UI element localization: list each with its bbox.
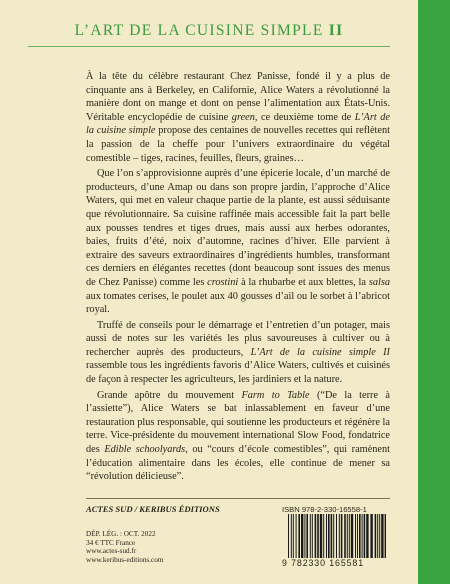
barcode-bar — [359, 514, 361, 558]
barcode-bar — [366, 514, 368, 558]
barcode-bar — [312, 514, 313, 558]
barcode-bar — [291, 514, 292, 558]
barcode-bar — [344, 514, 346, 558]
publisher: ACTES SUD / KERIBUS ÉDITIONS — [86, 504, 220, 514]
legal-deposit: DÉP. LÉG. : OCT. 2022 — [86, 530, 156, 538]
book-title — [0, 22, 418, 40]
price: 34 € TTC France — [86, 538, 136, 547]
text-run: À la tête du célèbre restaurant Chez Panisse, fondé il y a plus de cinquante ans à Berkeley, en Californie, Alice Waters a révolutionné la manière dont on mange et dont on pense l’alimentation aux États-Unis. Véritable encyclopédie de cuisine — [86, 71, 390, 123]
barcode-bar — [357, 514, 358, 558]
italic-run: L’Art de la cuisine simple — [86, 111, 390, 137]
italic-run: green — [231, 111, 255, 123]
barcode-bar — [323, 514, 324, 558]
text-run: à la rhubarbe et aux blettes, la — [238, 276, 369, 288]
green-edge-band — [418, 0, 450, 584]
text-run: Grande apôtre du mouvement — [97, 389, 242, 401]
footer-rule — [86, 498, 390, 499]
text-run: propose des centaines de nouvelles recettes qui reflètent la passion de la cheffe pour l’univers extraordinaire du végétal comestible – tiges, racines, feuilles, fleurs, graines… — [86, 125, 390, 164]
barcode-bar — [364, 514, 366, 558]
paragraph-1 — [86, 70, 390, 165]
barcode-bar — [377, 514, 378, 558]
barcode-bar — [351, 514, 353, 558]
barcode-bar — [362, 514, 363, 558]
title-volume: II — [328, 22, 344, 39]
title-text: L’ART DE LA CUISINE SIMPLE — [74, 22, 329, 39]
website-actes-sud: www.actes-sud.fr — [86, 547, 137, 556]
barcode-bar — [326, 514, 327, 558]
italic-run: crostini — [207, 276, 239, 288]
barcode-bar — [328, 514, 330, 558]
barcode-bar — [320, 514, 322, 558]
barcode-bar — [288, 514, 289, 558]
italic-run: Edible schoolyards — [104, 444, 186, 456]
barcode-bar — [315, 514, 317, 558]
barcode-bar — [296, 514, 297, 558]
barcode-bar — [304, 514, 305, 558]
barcode-bar — [298, 514, 300, 558]
barcode-bar — [349, 514, 350, 558]
barcode-bar — [347, 514, 348, 558]
barcode-bar — [306, 514, 308, 558]
text-run: aux tomates cerises, le poulet aux 40 gousses d’ail ou le sorbet à l’abricot royal. — [86, 290, 390, 316]
barcode-bar — [293, 514, 294, 558]
text-run: Que l’on s’approvisionne auprès d’une épicerie locale, d’un marché de producteurs, d’une Amap ou dans son propre jardin, l’approche d’Alice Waters, qui met en valeur chaque partie de la plante, est aussi séduisante que révolutionnaire. Sa cuisine raffinée mais accessible fait la part belle aux pousses tendres et tiges drues, mais aussi aux herbes odorantes, baies, fruits d’été, noix d’automne, racines d’hiver. Elle parvient à extraire des saveurs extraordinaires d’ingrédients humbles, transformant ces derniers en élégantes recettes (dont beaucoup sont issues des menus de Chez Panisse) comme les — [86, 168, 390, 288]
paragraph-2 — [86, 167, 390, 317]
italic-run: Farm to Table — [241, 389, 310, 401]
italic-run: salsa — [368, 276, 390, 288]
text-run: , ce deuxième tome de — [254, 111, 355, 123]
barcode-digits: 9 782330 165581 — [282, 558, 364, 568]
isbn: ISBN 978-2-330-16558-1 — [282, 505, 367, 514]
blurb — [86, 70, 390, 486]
title-rule — [28, 46, 390, 47]
barcode-bar — [375, 514, 377, 558]
text-run: , ou “cours d’école comestibles”, qui ramènent l’éducation alimentaire dans les écoles, elle continue de mener sa “révolution délicieuse”. — [86, 444, 390, 483]
barcode-bar — [310, 514, 311, 558]
barcode — [282, 514, 386, 570]
barcode-bar — [339, 514, 340, 558]
barcode-bar — [301, 514, 303, 558]
text-run: rassemble tous les ingrédients favoris d’Alice Waters, cultivés et cuisinés de façon à respecter les agriculteurs, les jardiniers et la nature. — [86, 360, 390, 386]
barcode-bar — [379, 514, 380, 558]
legal-info — [86, 530, 163, 564]
paragraph-4 — [86, 389, 390, 484]
barcode-bar — [341, 514, 343, 558]
barcode-bar — [336, 514, 337, 558]
italic-run: L’Art de la cuisine simple II — [250, 346, 390, 358]
barcode-bar — [331, 514, 333, 558]
barcode-bar — [355, 514, 356, 558]
barcode-bar — [385, 514, 386, 558]
paragraph-3 — [86, 319, 390, 387]
barcode-bar — [333, 514, 334, 558]
barcode-bars — [288, 514, 386, 558]
barcode-bar — [317, 514, 319, 558]
text-run: Truffé de conseils pour le démarrage et l’entretien d’un potager, mais aussi de notes sur les variétés les plus savoureuses à cultiver ou à rechercher auprès des producteurs, — [86, 319, 390, 358]
barcode-bar — [370, 514, 372, 558]
text-run: (“De la terre à l’assiette”), Alice Waters se bat inlassablement en faveur d’une restauration plus responsable, qui soutienne les producteurs et régénère la terre. Vice-présidente du mouvement international Slow Food, fondatrice des — [86, 389, 390, 456]
barcode-bar — [381, 514, 383, 558]
website-keribus: www.keribus-editions.com — [86, 555, 164, 564]
